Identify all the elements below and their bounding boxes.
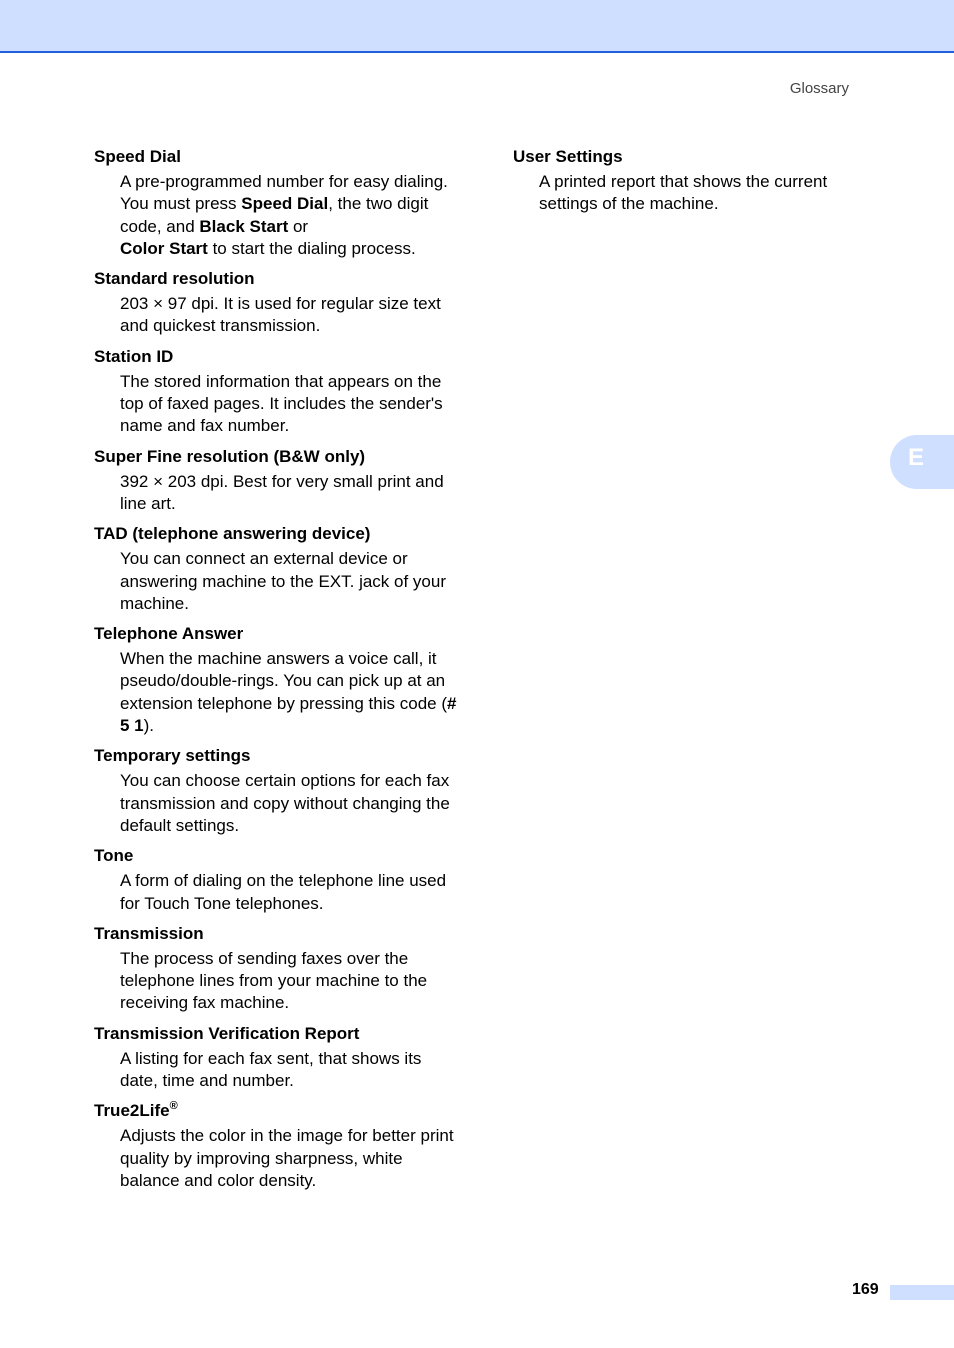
glossary-column-right xyxy=(513,146,873,224)
glossary-term: Super Fine resolution (B&W only) xyxy=(94,446,366,466)
glossary-definition: The process of sending faxes over the telephone lines from your machine to the receiving fax machine. xyxy=(120,948,428,1013)
glossary-term: Station ID xyxy=(94,346,174,366)
glossary-term: Speed Dial xyxy=(94,147,181,166)
glossary-definition: The stored information that appears on the top of faxed pages. It includes the sender's name and fax number. xyxy=(120,371,443,436)
glossary-term: Standard resolution xyxy=(94,269,255,289)
glossary-entry-standard-resolution xyxy=(94,268,462,338)
footer-band xyxy=(890,1285,954,1300)
glossary-term: Telephone Answer xyxy=(94,624,244,644)
glossary-definition: When the machine answers a voice call, it pseudo/double-rings. You can pick up at an extension telephone by pressing this code (# 5 1). xyxy=(120,649,457,736)
glossary-definition: Adjusts the color in the image for better print quality by improving sharpness, white balance and color density. xyxy=(120,1126,454,1190)
glossary-term: True2Life® xyxy=(94,1100,178,1121)
glossary-entry-tone xyxy=(94,845,462,915)
glossary-term: TAD (telephone answering device) xyxy=(94,524,371,544)
glossary-definition: You can connect an external device or answering machine to the EXT. jack of your machine. xyxy=(120,549,446,613)
running-header: Glossary xyxy=(789,80,849,97)
glossary-entry-super-fine-resolution xyxy=(94,446,462,516)
glossary-definition: 203 × 97 dpi. It is used for regular size text and quickest transmission. xyxy=(120,294,441,336)
glossary-entry-user-settings xyxy=(513,146,873,216)
glossary-entry-true2life xyxy=(94,1100,462,1192)
glossary-entry-station-id xyxy=(94,346,462,438)
glossary-definition: You can choose certain options for each fax transmission and copy without changing the default settings. xyxy=(120,771,450,835)
registered-mark: ® xyxy=(169,1100,178,1113)
chapter-letter: E xyxy=(908,444,925,471)
glossary-entry-transmission xyxy=(94,923,462,1015)
glossary-definition: A form of dialing on the telephone line used for Touch Tone telephones. xyxy=(120,871,447,913)
glossary-term: Temporary settings xyxy=(94,746,251,766)
glossary-definition: 392 × 203 dpi. Best for very small print and line art. xyxy=(120,471,444,513)
glossary-entry-temporary-settings xyxy=(94,745,462,837)
key-label: Black Start xyxy=(199,216,289,236)
glossary-entry-speed-dial xyxy=(94,146,462,260)
key-label: Speed Dial xyxy=(241,194,329,214)
chapter-tab xyxy=(890,435,954,489)
glossary-entry-tad xyxy=(94,523,462,615)
glossary-definition: A printed report that shows the current settings of the machine. xyxy=(539,172,828,214)
glossary-column-left xyxy=(94,146,462,1200)
glossary-term: Transmission xyxy=(94,923,204,943)
glossary-definition: A pre-programmed number for easy dialing. You must press Speed Dial, the two digit code, and Black Start or Color Start to start the dialing process. xyxy=(120,172,448,258)
glossary-term: Tone xyxy=(94,846,134,866)
page-number: 169 xyxy=(852,1281,879,1298)
glossary-entry-transmission-verification-report xyxy=(94,1023,462,1093)
glossary-term: User Settings xyxy=(513,147,623,166)
key-label: # 5 1 xyxy=(120,693,457,736)
glossary-definition: A listing for each fax sent, that shows its date, time and number. xyxy=(120,1048,422,1091)
glossary-term: Transmission Verification Report xyxy=(94,1023,360,1043)
key-label: Color Start xyxy=(120,238,208,258)
glossary-entry-telephone-answer xyxy=(94,623,462,737)
top-header-band xyxy=(0,0,954,53)
